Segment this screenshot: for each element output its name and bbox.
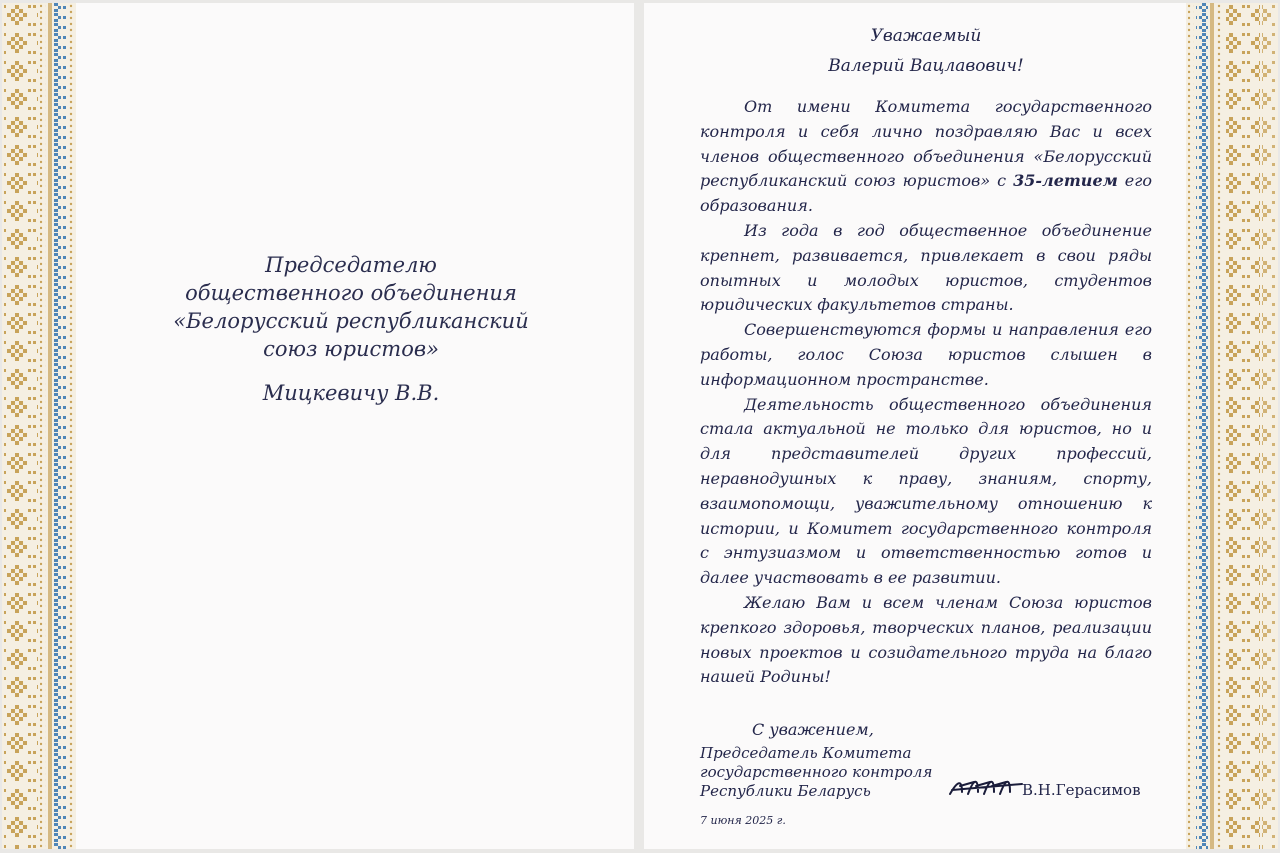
anniversary-highlight: 35-летием bbox=[1013, 171, 1118, 191]
signer-title-line: Председатель Комитета bbox=[700, 744, 912, 763]
paragraph-1-text: От имени Комитета государственного контроля и себя лично поздравляю Вас и всех членов общественного объединения «Белорусский республиканский союз юристов» с bbox=[700, 97, 1152, 191]
addressee-line: Председателю bbox=[265, 253, 437, 277]
signer-title-line: Республики Беларусь bbox=[700, 782, 871, 801]
paragraph-3: Совершенствуются формы и направления его работы, голос Союза юристов слышен в информационном пространстве. bbox=[700, 320, 1152, 389]
greeting-line: Уважаемый bbox=[870, 26, 982, 46]
ornament-border-icon bbox=[2, 3, 76, 849]
letter-body bbox=[700, 21, 1152, 827]
paragraph-4: Деятельность общественного объединения стала актуальной не только для юристов, но и для представителей других профессий, неравнодушных к праву, знаниям, спорту, взаимопомощи, уважительному отношению к истории, и Комитет государственного контроля с энтузиазмом и ответственностью готов и далее участвовать в ее развитии. bbox=[700, 394, 1152, 588]
signer-title-line: государственного контроля bbox=[700, 763, 933, 782]
paragraph-2: Из года в год общественное объединение крепнет, развивается, привлекает в свои ряды опытных и молодых юристов, студентов юридических факультетов страны. bbox=[700, 220, 1152, 315]
paragraph-5: Желаю Вам и всем членам Союза юристов крепкого здоровья, творческих планов, реализации новых проектов и созидательного труда на благо нашей Родины! bbox=[700, 592, 1152, 687]
signature-block bbox=[700, 744, 1152, 804]
signer-name: В.Н.Герасимов bbox=[1022, 781, 1141, 800]
paragraph-1-ending: его образования. bbox=[700, 171, 1152, 216]
ornament-border-icon bbox=[1186, 3, 1278, 849]
paragraph-1 bbox=[700, 95, 1152, 219]
addressee-line: союз юристов» bbox=[263, 337, 439, 361]
addressee-line: «Белорусский республиканский bbox=[173, 309, 529, 333]
addressee-name: Мицкевичу В.В. bbox=[262, 381, 440, 405]
greeting-name: Валерий Вацлавович! bbox=[828, 56, 1024, 76]
letter-date: 7 июня 2025 г. bbox=[700, 814, 786, 828]
signature-icon bbox=[948, 772, 1028, 802]
letter-paragraphs bbox=[700, 95, 1152, 690]
addressee-block bbox=[76, 251, 626, 407]
addressee-line: общественного объединения bbox=[185, 281, 517, 305]
right-page bbox=[644, 3, 1278, 849]
left-page bbox=[2, 3, 634, 849]
closing-phrase: С уважением, bbox=[752, 720, 874, 740]
